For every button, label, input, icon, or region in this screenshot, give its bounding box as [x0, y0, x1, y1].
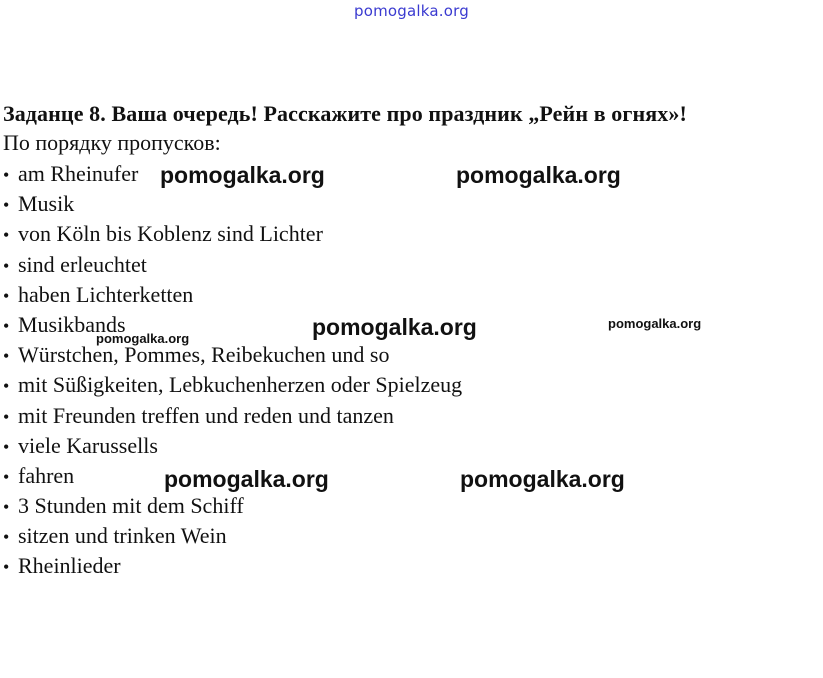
- site-header-watermark: pomogalka.org: [354, 2, 469, 20]
- bullet-icon: •: [3, 315, 10, 336]
- watermark: pomogalka.org: [160, 162, 325, 188]
- list-item-text: mit Freunden treffen und reden und tanzen: [18, 402, 394, 428]
- list-item-text: Rheinlieder: [18, 553, 121, 579]
- watermark: pomogalka.org: [608, 316, 702, 331]
- list-item-text: haben Lichterketten: [18, 281, 194, 307]
- bullet-icon: •: [3, 557, 10, 578]
- bullet-icon: •: [3, 165, 10, 185]
- list-item: [3, 189, 462, 219]
- list-item-text: Würstchen, Pommes, Reibekuchen und so: [18, 342, 390, 368]
- list-item-text: Musikbands: [18, 311, 126, 337]
- bullet-icon: •: [3, 406, 10, 427]
- bullet-icon: •: [3, 195, 10, 216]
- watermark: pomogalka.org: [96, 331, 190, 346]
- list-item-text: am Rheinufer: [18, 161, 139, 186]
- watermark: pomogalka.org: [460, 466, 625, 492]
- list-item: [3, 280, 462, 310]
- answer-list: [3, 159, 462, 582]
- list-item: [3, 340, 462, 370]
- list-item-text: 3 Stunden mit dem Schiff: [18, 493, 244, 519]
- bullet-icon: •: [3, 376, 10, 397]
- list-item: [3, 370, 462, 400]
- list-item: [3, 521, 462, 551]
- list-item: [3, 551, 462, 581]
- list-item: [3, 401, 462, 431]
- list-item: [3, 250, 462, 280]
- bullet-icon: •: [3, 225, 10, 246]
- watermark: pomogalka.org: [164, 466, 329, 492]
- bullet-icon: •: [3, 436, 10, 457]
- watermark: pomogalka.org: [456, 162, 621, 188]
- list-item: [3, 431, 462, 461]
- list-item: [3, 491, 462, 521]
- list-item: [3, 219, 462, 249]
- watermark: pomogalka.org: [312, 314, 477, 340]
- bullet-icon: •: [3, 346, 10, 367]
- list-item-text: viele Karussells: [18, 432, 158, 458]
- task-title: Заданце 8. Ваша очередь! Расскажите про праздник „Рейн в огнях»!: [3, 101, 687, 126]
- list-item-text: mit Süßigkeiten, Lebkuchenherzen oder Spielzeug: [18, 372, 463, 398]
- list-item-text: Musik: [18, 191, 75, 217]
- bullet-icon: •: [3, 285, 10, 306]
- list-item-text: fahren: [18, 462, 75, 488]
- bullet-icon: •: [3, 527, 10, 548]
- bullet-icon: •: [3, 255, 10, 276]
- bullet-icon: •: [3, 466, 10, 487]
- list-item-text: sind erleuchtet: [18, 251, 147, 277]
- list-item-text: von Köln bis Koblenz sind Lichter: [18, 221, 323, 247]
- task-subtitle: По порядку пропусков:: [3, 130, 221, 155]
- list-item-text: sitzen und trinken Wein: [18, 523, 227, 549]
- bullet-icon: •: [3, 497, 10, 518]
